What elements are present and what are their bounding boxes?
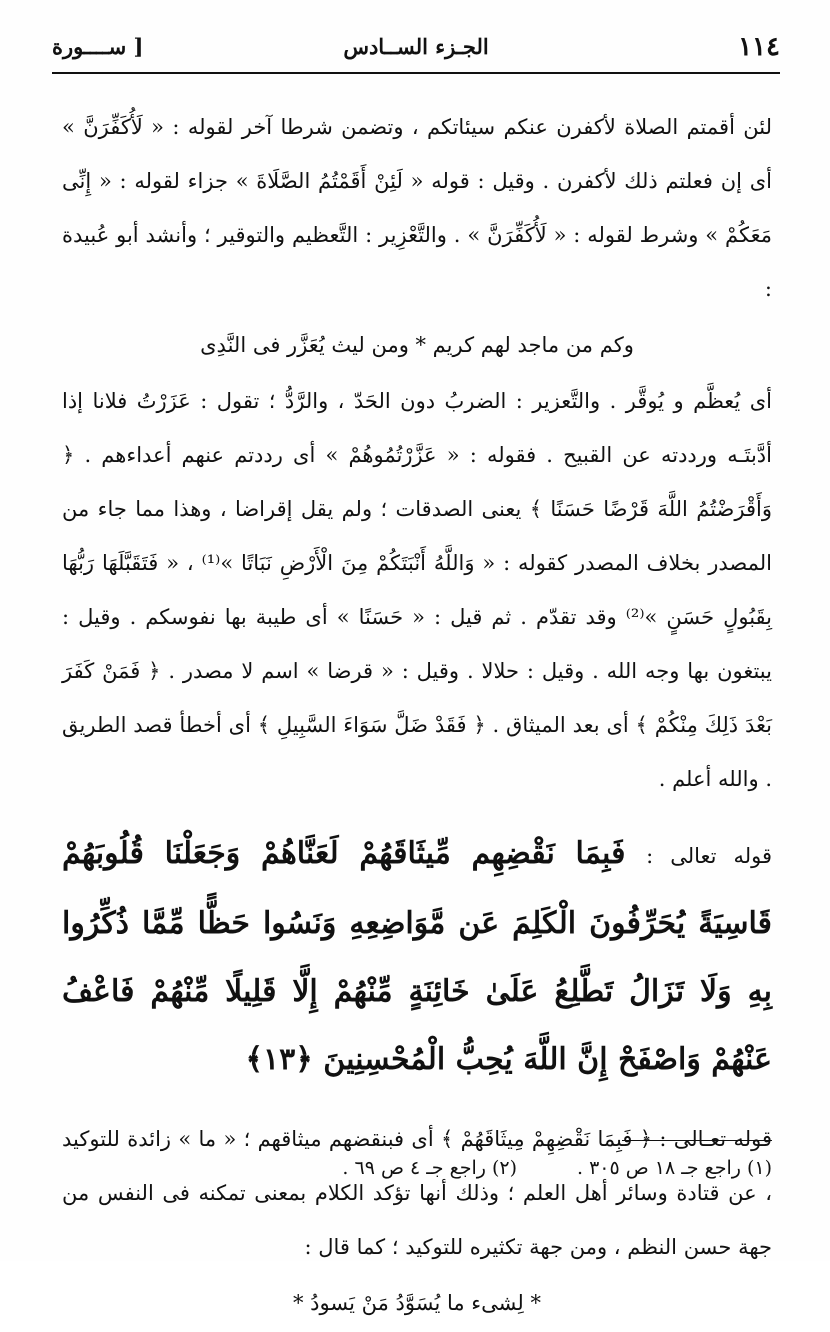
footnotes (62, 1140, 772, 1179)
quran-verse-block (62, 820, 772, 1094)
running-title: الجـزء الســادس (343, 34, 489, 59)
poetry-verse-2: * لِشىء ما يُسَوَّدُ مَنْ يَسودُ * (292, 1291, 541, 1315)
paragraph-3: قوله تعـالى : ﴿ فَبِمَا نَقْضِهِمْ مِيثَاقَهُمْ ﴾ أى فبنقضهم ميثاقهم ؛ « ما » زائدة للتوكيد ، عن قتادة وسائر أهل العلم ؛ وذلك أنها تؤكد الكلام بمعنى تمكنه فى النفس من جهة حسن النظم ، ومن جهة تكثيره للتوكيد ؛ كما قال : (62, 1127, 772, 1259)
footnote-2: (٢) راجع جـ ٤ ص ٦٩ . (342, 1157, 517, 1179)
quran-verse-text: فَبِمَا نَقْضِهِم مِّيثَاقَهُمْ لَعَنَّاهُمْ وَجَعَلْنَا قُلُوبَهُمْ قَاسِيَةً يُحَرِّفُونَ الْكَلِمَ عَن مَّوَاضِعِهِ وَنَسُوا حَظًّا مِّمَّا ذُكِّرُوا بِهِ وَلَا تَزَالُ تَطَّلِعُ عَلَىٰ خَائِنَةٍ مِّنْهُمْ إِلَّا قَلِيلًا مِّنْهُمْ فَاعْفُ عَنْهُمْ وَاصْفَحْ إِنَّ اللَّهَ يُحِبُّ الْمُحْسِنِينَ ﴿١٣﴾ (62, 836, 772, 1077)
paragraph-1: لئن أقمتم الصلاة لأكفرن عنكم سيئاتكم ، وتضمن شرطا آخر لقوله : « لَأُكَفِّرَنَّ » أى إن فعلتم ذلك لأكفرن . وقيل : قوله « لَئِنْ أَقَمْتُمُ الصَّلَاةَ » جزاء لقوله : « إِنِّى مَعَكُمْ » وشرط لقوله : « لَأُكَفِّرَنَّ » . والتَّعْزِير : التَّعظيم والتوقير ؛ وأنشد أبو عُبيدة : (62, 115, 772, 301)
paragraph-2: أى يُعظَّم و يُوقَّر . والتَّعزير : الضربُ دون الحَدّ ، والرَّدُّ ؛ تقول : عَزَرْتُ فلانا إذا أدَّبتَـه ورددته عن القبيح . فقوله : « عَزَّرْتُمُوهُمْ » أى رددتم عنهم أعداءهم . ﴿ وَأَقْرَضْتُمُ اللَّهَ قَرْضًا حَسَنًا ﴾ يعنى الصدقات ؛ ولم يقل إقراضا ، وهذا مما جاء من المصدر بخلاف المصدر كقوله : « وَاللَّهُ أَنْبَتَكُمْ مِنَ الْأَرْضِ نَبَاتًا »⁽¹⁾ ، « فَتَقَبَّلَهَا رَبُّهَا بِقَبُولٍ حَسَنٍ »⁽²⁾ وقد تقدّم . ثم قيل : « حَسَنًا » أى طيبة بها نفوسكم . وقيل : يبتغون بها وجه الله . وقيل : حلالا . وقيل : « قرضا » اسم لا مصدر . ﴿ فَمَنْ كَفَرَ بَعْدَ ذَلِكَ مِنْكُمْ ﴾ أى بعد الميثاق . ﴿ فَقَدْ ضَلَّ سَوَاءَ السَّبِيلِ ﴾ أى أخطأ قصد الطريق . والله أعلم . (62, 389, 772, 791)
footnote-1: (١) راجع جـ ١٨ ص ٣٠٥ . (577, 1157, 772, 1179)
verse-intro: قوله تعالى : (646, 844, 772, 868)
poetry-verse-1: وكم من ماجد لهم كريم * ومن ليث يُعَزَّر فى النَّدِى (200, 333, 634, 357)
surah-label: [ ســــورة (52, 34, 144, 59)
page-number: ١١٤ (738, 32, 780, 62)
page-header (52, 28, 780, 74)
footnote-divider (622, 1140, 772, 1141)
